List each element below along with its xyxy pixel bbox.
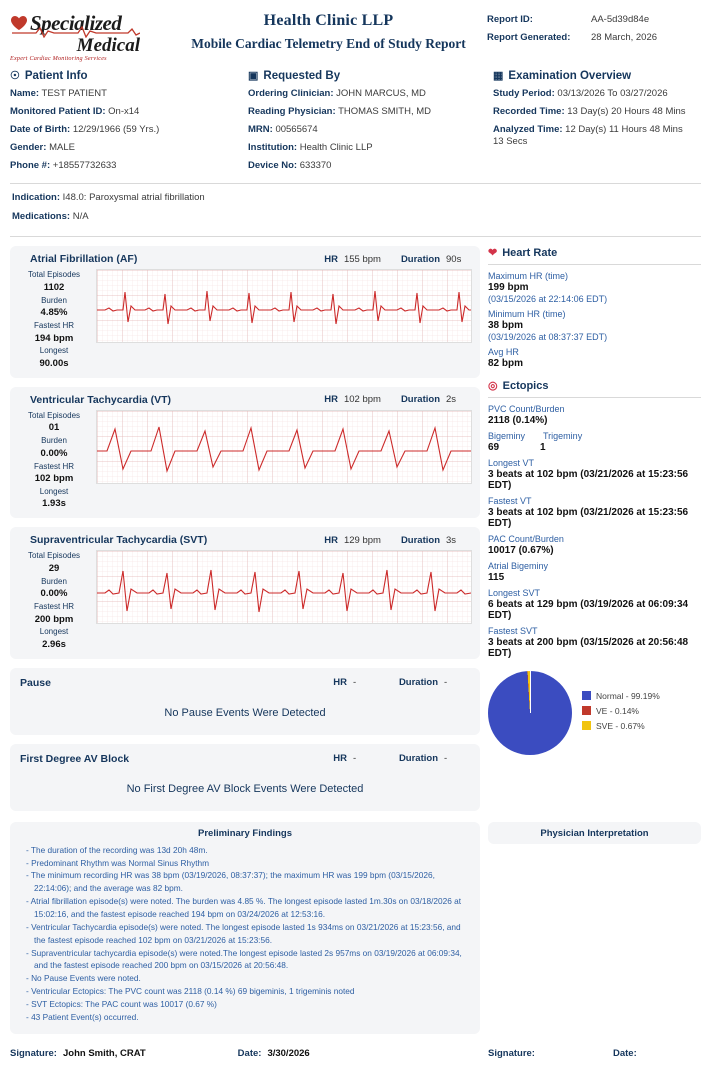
signature-date-label: Date: — [612, 1047, 637, 1059]
beat-distribution-chart — [488, 671, 701, 755]
list-item: - No Pause Events were noted. — [26, 973, 141, 984]
events-column — [10, 246, 480, 819]
preliminary-findings-list — [18, 844, 472, 1024]
stat-label: Burden — [41, 576, 67, 586]
patient-info-title: Patient Info — [24, 70, 88, 82]
event-hr-label: HR — [324, 253, 338, 265]
longest-svt-value: 6 beats at 129 bpm (03/19/2026 at 06:09:34 EDT) — [488, 599, 689, 622]
empty-message: No First Degree AV Block Events Were Detected — [126, 782, 364, 795]
event-hr-value: 129 bpm — [343, 534, 381, 546]
report-header — [10, 8, 701, 62]
recorded-time-value: 13 Day(s) 20 Hours 48 Mins — [567, 105, 686, 117]
device-no-value: 633370 — [299, 159, 332, 171]
max-hr-time: (03/15/2026 at 22:14:06 EDT) — [488, 294, 608, 305]
fastest-vt-value: 3 beats at 102 bpm (03/21/2026 at 15:23:56 EDT) — [488, 507, 689, 530]
patient-id-row — [10, 106, 240, 118]
fastest-svt-value: 3 beats at 200 bpm (03/15/2026 at 20:56:48 EDT) — [488, 637, 689, 660]
event-duration-value: 90s — [446, 253, 462, 265]
reading-physician-value: THOMAS SMITH, MD — [338, 105, 431, 117]
person-badge-icon: ☉ — [10, 69, 20, 82]
medications-row — [10, 203, 701, 230]
atrial-bigeminy-value: 115 — [488, 572, 505, 584]
min-hr-value: 38 bpm — [488, 320, 524, 332]
legend-label-ve: VE - 0.14% — [596, 705, 639, 716]
stat-label: Total Episodes — [27, 410, 81, 420]
longest-vt-value: 3 beats at 102 bpm (03/21/2026 at 15:23:56 EDT) — [488, 469, 689, 492]
event-hr-value: 155 bpm — [343, 253, 381, 265]
atrial-bigeminy-label: Atrial Bigeminy — [488, 561, 549, 572]
event-duration-label: Duration — [400, 534, 440, 546]
event-duration-label: Duration — [398, 677, 438, 689]
legend-swatch-normal — [582, 691, 591, 700]
event-body — [18, 550, 472, 651]
bigeminy-trigeminy-labels — [488, 431, 701, 441]
stat-label: Total Episodes — [27, 551, 81, 561]
patient-info-panel — [10, 70, 248, 177]
list-item: - Supraventricular tachycardia episode(s) were noted.The longest episode lasted 2s 957ms on 03/19/2026 at 06:09:34, and the fastest episode reached 200 bpm on 03/15/2026 at 20:56:48. — [26, 947, 462, 971]
stat-value: 194 bpm — [34, 332, 74, 344]
stat-value: 01 — [48, 422, 60, 434]
event-duration-value: 3s — [446, 534, 457, 546]
patient-id-label: Monitored Patient ID: — [10, 105, 106, 117]
patient-gender-label: Gender: — [10, 141, 47, 153]
legend-item-normal — [582, 691, 660, 701]
list-item: - 43 Patient Event(s) occurred. — [26, 1011, 139, 1022]
signature-label: Signature: — [10, 1047, 57, 1059]
min-hr-label: Minimum HR (time) — [488, 309, 566, 320]
examination-overview-panel — [493, 70, 693, 177]
stat-label: Longest — [39, 346, 69, 356]
event-name: Ventricular Tachycardia (VT) — [30, 393, 172, 406]
max-hr-label: Maximum HR (time) — [488, 271, 568, 282]
event-metrics — [333, 677, 470, 688]
legend-swatch-ve — [582, 706, 591, 715]
event-hr-label: HR — [324, 534, 338, 546]
event-name: First Degree AV Block — [20, 752, 130, 765]
patient-name-row — [10, 88, 240, 100]
event-body — [18, 269, 472, 370]
list-item: - Ventricular Ectopics: The PVC count was 2118 (0.14 %) 69 bigeminis, 1 trigeminis noted — [26, 986, 355, 997]
ecg-strip-vt[interactable] — [96, 410, 472, 484]
stat-value: 102 bpm — [34, 473, 74, 485]
bigeminy-trigeminy-values — [488, 441, 701, 453]
pvc-value: 2118 (0.14%) — [488, 415, 548, 427]
event-hr-value: - — [352, 677, 357, 689]
analyzed-time-row — [493, 124, 693, 148]
stat-value: 2.96s — [42, 638, 66, 650]
institution-row — [248, 142, 485, 154]
event-metrics — [324, 254, 472, 265]
recorded-time-label: Recorded Time: — [493, 105, 565, 117]
event-metrics — [324, 535, 472, 546]
event-body — [18, 410, 472, 511]
event-duration-label: Duration — [400, 253, 440, 265]
list-item: - SVT Ectopics: The PAC count was 10017 (0.67 %) — [26, 999, 217, 1009]
fastest-vt-label: Fastest VT — [488, 496, 532, 507]
preliminary-findings-card — [10, 822, 480, 1034]
event-metrics — [333, 753, 470, 764]
trigeminy-value: 1 — [540, 442, 546, 454]
analyzed-time-value: 12 Day(s) 11 Hours 48 Mins 13 Secs — [493, 123, 683, 147]
stat-value: 90.00s — [39, 358, 69, 370]
stat-label: Burden — [41, 295, 67, 305]
report-generated-label: Report Generated: — [487, 32, 571, 43]
stat-value: 200 bpm — [34, 613, 74, 625]
pie-chart — [488, 671, 572, 755]
indication-label: Indication: — [12, 192, 61, 204]
report-generated-row — [487, 32, 701, 43]
stat-label: Total Episodes — [27, 270, 81, 280]
recorded-time-row — [493, 106, 693, 118]
stat-value: 4.85% — [40, 307, 68, 319]
heart-rate-header — [488, 246, 701, 259]
list-item: - The minimum recording HR was 38 bpm (03/19/2026, 08:37:37); the maximum HR was 199 bpm (03/15/2026, 22:14:06); and the average was 82 bpm. — [26, 870, 435, 894]
title-block — [170, 8, 487, 52]
examination-overview-title: Examination Overview — [508, 70, 632, 82]
stat-label: Fastest HR — [33, 601, 74, 611]
legend-item-ve — [582, 706, 660, 716]
patient-phone-row — [10, 160, 240, 172]
list-item: - Atrial fibrillation episode(s) were noted. The burden was 4.85 %. The longest episode lasted 1m.30s on 03/18/2026 at 15:02:16, and the fastest episode reached 194 bpm on 03/24/2026 at 12:53:16. — [26, 896, 462, 919]
bigeminy-value: 69 — [488, 442, 500, 454]
ectopics-header — [488, 379, 701, 392]
stat-label: Longest — [39, 627, 69, 637]
device-no-row — [248, 160, 485, 172]
institution-label: Institution: — [248, 141, 298, 153]
pie-slice-divider — [530, 671, 531, 713]
pac-label: PAC Count/Burden — [488, 534, 564, 545]
stat-label: Longest — [39, 486, 69, 496]
physician-interpretation-card — [488, 822, 701, 844]
clipboard-icon: ▣ — [248, 69, 259, 82]
fastest-svt-label: Fastest SVT — [488, 626, 538, 637]
patient-info-header — [10, 70, 240, 82]
event-duration-label: Duration — [400, 394, 440, 406]
min-hr-time: (03/19/2026 at 08:37:37 EDT) — [488, 332, 608, 343]
summary-column — [488, 246, 701, 819]
ordering-clinician-row — [248, 88, 485, 100]
event-header — [20, 677, 470, 689]
event-metrics — [324, 394, 472, 405]
mrn-row — [248, 124, 485, 136]
patient-name-value: TEST PATIENT — [41, 88, 107, 99]
brand-name-top: Specialized — [30, 11, 122, 35]
requested-by-title: Requested By — [263, 70, 341, 82]
stat-value: 0.00% — [40, 588, 68, 600]
ecg-strip-svt[interactable] — [96, 550, 472, 624]
patient-gender-value: MALE — [49, 141, 75, 153]
event-duration-value: - — [444, 753, 448, 765]
event-hr-label: HR — [333, 677, 347, 689]
device-no-label: Device No: — [248, 159, 298, 171]
analyzed-time-label: Analyzed Time: — [493, 123, 563, 135]
event-duration-value: - — [444, 677, 448, 689]
event-header — [20, 753, 470, 765]
patient-dob-value: 12/29/1966 (59 Yrs.) — [72, 123, 160, 135]
signature-left — [10, 1048, 480, 1059]
patient-phone-label: Phone #: — [10, 159, 51, 171]
heart-icon: ❤ — [488, 247, 498, 260]
study-period-label: Study Period: — [493, 88, 555, 99]
report-body — [10, 246, 701, 819]
stat-value: 29 — [48, 562, 60, 574]
mrn-value: 00565674 — [275, 123, 318, 135]
divider — [488, 397, 701, 398]
signature-right — [488, 1048, 701, 1059]
physician-interpretation-title: Physician Interpretation — [540, 827, 649, 839]
patient-name-label: Name: — [10, 88, 40, 99]
event-hr-value: - — [352, 753, 357, 765]
indication-value: I48.0: Paroxysmal atrial fibrillation — [62, 192, 205, 204]
event-card-svt — [10, 527, 480, 658]
event-header — [18, 394, 472, 406]
report-title: Mobile Cardiac Telemetry End of Study Report — [191, 36, 466, 51]
brand-logo — [10, 8, 170, 62]
medications-value: N/A — [72, 211, 89, 223]
patient-gender-row — [10, 142, 240, 154]
event-stats — [18, 410, 90, 511]
legend-label-sve: SVE - 0.67% — [596, 720, 645, 731]
event-card-af — [10, 246, 480, 377]
report-id-row — [487, 14, 701, 25]
heart-rate-panel — [488, 246, 701, 369]
study-period-row — [493, 88, 693, 100]
medications-label: Medications: — [12, 211, 71, 223]
trigeminy-label: Trigeminy — [543, 431, 583, 442]
event-card-vt — [10, 387, 480, 518]
avg-hr-value: 82 bpm — [488, 358, 524, 370]
stat-label: Fastest HR — [33, 321, 74, 331]
event-card-pause — [10, 668, 480, 735]
clinic-title: Health Clinic LLP — [263, 12, 394, 29]
pie-legend — [582, 691, 660, 736]
legend-label-normal: Normal - 99.19% — [596, 690, 660, 701]
report-meta — [487, 8, 701, 50]
signature-name: John Smith, CRAT — [62, 1047, 146, 1059]
event-hr-label: HR — [333, 753, 347, 765]
pac-value: 10017 (0.67%) — [488, 545, 554, 557]
stat-label: Burden — [41, 436, 67, 446]
list-item: - The duration of the recording was 13d 20h 48m. — [26, 844, 208, 855]
stat-value: 0.00% — [40, 447, 68, 459]
signature-row — [10, 1048, 701, 1067]
bigeminy-label: Bigeminy — [488, 431, 526, 442]
list-item: - Predominant Rhythm was Normal Sinus Rhythm — [26, 857, 210, 868]
longest-vt-label: Longest VT — [488, 458, 535, 469]
divider — [488, 264, 701, 265]
ectopics-title: Ectopics — [502, 379, 549, 392]
indication-row — [10, 184, 701, 203]
signature-date-value: 3/30/2026 — [267, 1047, 310, 1059]
event-hr-value: 102 bpm — [343, 394, 381, 406]
patient-dob-row — [10, 124, 240, 136]
brand-tagline: Expert Cardiac Monitoring Services — [10, 55, 107, 62]
mrn-label: MRN: — [248, 123, 273, 135]
stat-value: 1.93s — [42, 498, 66, 510]
brand-name-bottom: Medical — [76, 35, 140, 56]
ecg-strip-af[interactable] — [96, 269, 472, 343]
max-hr-value: 199 bpm — [488, 282, 529, 294]
ectopics-panel — [488, 379, 701, 659]
stat-value: 1102 — [43, 281, 65, 293]
ecg-line-icon — [10, 26, 142, 36]
signature-label: Signature: — [488, 1047, 535, 1059]
patient-dob-label: Date of Birth: — [10, 123, 71, 135]
stat-label: Fastest HR — [33, 461, 74, 471]
report-id-value: AA-5d39d84e — [591, 14, 650, 25]
patient-phone-value: +18557732633 — [52, 159, 117, 171]
pvc-label: PVC Count/Burden — [488, 404, 565, 415]
target-icon: ◎ — [488, 380, 498, 393]
avg-hr-label: Avg HR — [488, 347, 519, 358]
patient-id-value: On-x14 — [108, 105, 140, 117]
event-header — [18, 534, 472, 546]
institution-value: Health Clinic LLP — [299, 141, 373, 153]
event-name: Pause — [20, 676, 51, 689]
event-stats — [18, 550, 90, 651]
study-period-value: 03/13/2026 To 03/27/2026 — [557, 88, 668, 99]
legend-item-sve — [582, 721, 660, 731]
legend-swatch-sve — [582, 721, 591, 730]
event-duration-label: Duration — [398, 753, 438, 765]
ordering-clinician-label: Ordering Clinician: — [248, 88, 334, 99]
reading-physician-label: Reading Physician: — [248, 105, 336, 117]
reading-physician-row — [248, 106, 485, 118]
empty-message: No Pause Events Were Detected — [164, 706, 326, 719]
report-generated-value: 28 March, 2026 — [591, 32, 658, 43]
heart-rate-title: Heart Rate — [502, 246, 558, 259]
requested-by-header — [248, 70, 485, 82]
signature-date-label: Date: — [237, 1047, 262, 1059]
info-panels — [10, 70, 701, 177]
event-card-avblock — [10, 744, 480, 811]
list-item: - Ventricular Tachycardia episode(s) were noted. The longest episode lasted 1s 934ms on 03/21/2026 at 15:23:56, and the fastest episode reached 102 bpm on 03/21/2026 at 15:23:56. — [26, 921, 461, 945]
divider-mid — [10, 236, 701, 237]
event-name: Supraventricular Tachycardia (SVT) — [30, 534, 208, 547]
preliminary-findings-title: Preliminary Findings — [198, 827, 292, 839]
event-hr-label: HR — [324, 394, 338, 406]
requested-by-panel — [248, 70, 493, 177]
event-header — [18, 253, 472, 265]
longest-svt-label: Longest SVT — [488, 588, 541, 599]
event-name: Atrial Fibrillation (AF) — [30, 253, 138, 266]
event-duration-value: 2s — [446, 394, 457, 406]
ordering-clinician-value: JOHN MARCUS, MD — [336, 88, 426, 99]
examination-overview-header — [493, 70, 693, 82]
event-stats — [18, 269, 90, 370]
findings-row — [10, 822, 701, 1034]
calendar-icon: ▦ — [493, 69, 504, 82]
report-id-label: Report ID: — [487, 14, 533, 25]
